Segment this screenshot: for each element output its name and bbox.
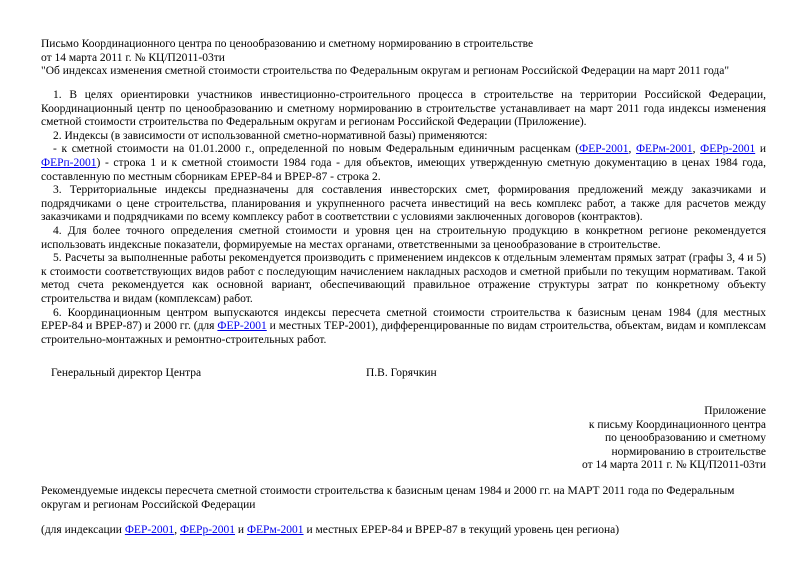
link-fer-2001-note[interactable]: ФЕР-2001 [124,524,175,536]
paragraph-2-item-tail: ) - строка 1 и к сметной стоимости 1984 года - для объектов, имеющих утвержденную сметную документацию в ценах 1984 года, составленную по местным сборникам ЕРЕР-84 и ВРЕР-87 - строка 2. [41,156,766,183]
paragraph-3: 3. Территориальные индексы предназначены для составления инвесторских смет, формирования предложений между заказчиками и подрядчиками о цене строительства, планирования и укрупненного расчета инвестиций на весь комплекс работ, а также для расчетов между заказчиками и подрядчиками по всему комплексу работ в соответствии с условиями заключенных договоров (контрактов). [41,184,766,224]
paragraph-2-item-text: - к сметной стоимости на 01.01.2000 г., определенной по новым Федеральным единичным расценкам ( [53,143,580,156]
header-line-subject: "Об индексах изменения сметной стоимости строительства по Федеральным округам и регионам Российской Федерации на март 2011 года" [41,65,730,78]
signature-position: Генеральный директор Центра [51,367,202,379]
link-ferp-2001[interactable]: ФЕРп-2001 [41,156,97,169]
link-ferm-2001-note[interactable]: ФЕРм-2001 [246,524,304,536]
appendix-line: к письму Координационного центра [588,418,766,431]
link-ferr-2001-note[interactable]: ФЕРр-2001 [179,524,236,536]
paragraph-4: 4. Для более точного определения сметной стоимости и уровня цен на строительную продукцию в конкретном регионе рекомендуется использовать индексные показатели, формируемые на местах органами, ответственными за ценообразование в строительстве. [41,224,766,251]
paragraph-5: 5. Расчеты за выполненные работы рекомендуется производить с применением индексов к отдельным элементам прямых затрат (графы 3, 4 и 5) к стоимости соответствующих видов работ с последующим начислением накладных расходов и сметной прибыли по текущим нормативам. Такой метод счета рекомендуется как основной вариант, обеспечивающий правильное отражение структуры затрат по конкретному объекту строительства и видам (комплексам) работ. [41,252,766,305]
appendix-line: нормированию в строительстве [611,445,766,458]
paragraph-2: 2. Индексы (в зависимости от использованной сметно-нормативной базы) применяются: [53,129,488,142]
link-fer-2001-p6[interactable]: ФЕР-2001 [217,320,267,333]
indexing-note [41,524,619,538]
header-line-date: от 14 марта 2011 г. № КЦ/П2011-03ти [41,51,225,64]
letter-body [41,89,766,347]
separator: , [692,143,701,156]
appendix-line: по ценообразованию и сметному [604,432,766,445]
paragraph-6-text: 6. Координационным центром выпускаются индексы пересчета сметной стоимости строительства к базисным ценам 1984 (для местных ЕРЕР-84 и ВРЕР-87) и 2000 гг. (для [41,306,766,333]
separator: , [174,524,180,536]
separator: и [755,143,766,156]
paragraph-6-tail: и местных ТЕР-2001), дифференцированные по видам строительства, объектам, видам и комплексам строительно-монтажных и ремонтно-строительных работ. [41,320,766,346]
appendix-block [582,405,766,473]
appendix-line: от 14 марта 2011 г. № КЦ/П2011-03ти [582,459,766,472]
link-ferr-2001[interactable]: ФЕРр-2001 [700,143,756,156]
appendix-line: Приложение [704,405,766,417]
recommended-indices-title: Рекомендуемые индексы пересчета сметной стоимости строительства к базисным ценам 1984 и 2000 гг. на МАРТ 2011 года по Федеральным округам и регионам Российской Федерации [41,485,735,511]
note-text: (для индексации [41,524,125,536]
link-fer-2001[interactable]: ФЕР-2001 [579,143,629,156]
link-ferm-2001[interactable]: ФЕРм-2001 [635,143,693,156]
paragraph-6 [41,307,766,348]
paragraph-1: 1. В целях ориентировки участников инвестиционно-строительного процесса в строительстве на территории Российской Федерации, Координационный центр по ценообразованию и сметному нормированию в строительстве устанавливает на март 2011 года индексы изменения сметной стоимости строительства по Федеральным округам и регионам Российской Федерации (Приложение). [41,89,766,129]
letter-header [41,38,771,79]
separator: , [628,143,636,156]
separator: и [235,524,247,536]
signature-name: П.В. Горячкин [366,367,437,379]
paragraph-2-item [41,143,766,184]
note-tail: и местных ЕРЕР-84 и ВРЕР-87 в текущий уровень цен региона) [303,524,620,536]
header-line-title: Письмо Координационного центра по ценообразованию и сметному нормированию в строительстве [41,38,534,50]
